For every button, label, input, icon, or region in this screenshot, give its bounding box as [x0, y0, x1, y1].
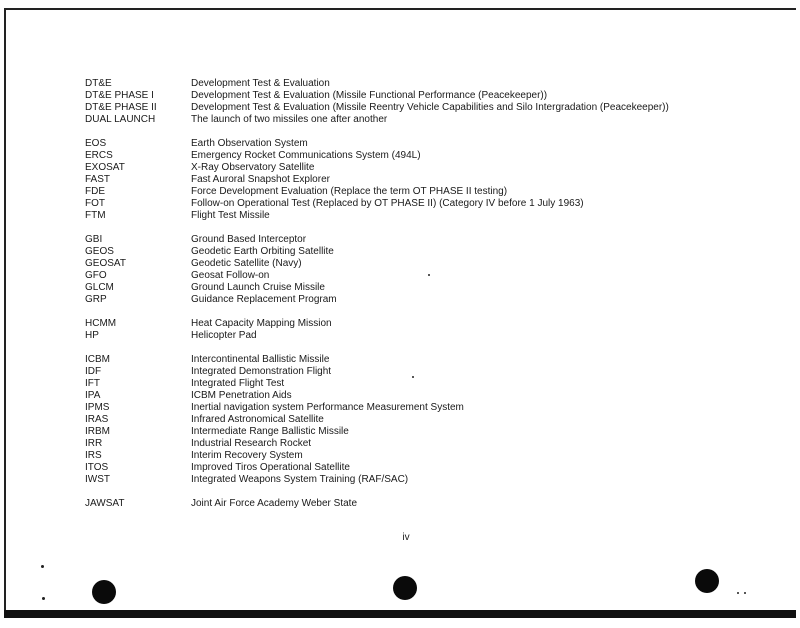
acronym-definition: Joint Air Force Academy Weber State — [191, 498, 358, 509]
acronym-definition: Development Test & Evaluation — [191, 78, 330, 89]
acronym-term: IWST — [85, 474, 110, 485]
acronym-term: EOS — [85, 138, 107, 149]
acronym-term: IRBM — [85, 426, 110, 437]
glossary-row — [85, 198, 785, 210]
acronym-definition: Geodetic Earth Orbiting Satellite — [191, 246, 334, 257]
glossary-row — [85, 270, 785, 282]
glossary-row — [85, 438, 785, 450]
acronym-term: ERCS — [85, 150, 113, 161]
acronym-term: IDF — [85, 366, 102, 377]
acronym-definition: Geosat Follow-on — [191, 270, 270, 281]
glossary-group — [85, 318, 785, 342]
acronym-term: IRAS — [85, 414, 109, 425]
acronym-glossary — [85, 78, 785, 522]
acronym-term: GRP — [85, 294, 107, 305]
acronym-term: DUAL LAUNCH — [85, 114, 156, 125]
glossary-row — [85, 282, 785, 294]
glossary-group — [85, 234, 785, 306]
glossary-row — [85, 234, 785, 246]
acronym-definition: Development Test & Evaluation (Missile Functional Performance (Peacekeeper)) — [191, 90, 548, 101]
glossary-row — [85, 90, 785, 102]
glossary-row — [85, 414, 785, 426]
glossary-row — [85, 402, 785, 414]
acronym-definition: Infrared Astronomical Satellite — [191, 414, 324, 425]
glossary-row — [85, 354, 785, 366]
acronym-definition: Ground Launch Cruise Missile — [191, 282, 325, 293]
acronym-term: GEOSAT — [85, 258, 126, 269]
glossary-group — [85, 78, 785, 126]
acronym-definition: Interim Recovery System — [191, 450, 303, 461]
acronym-term: FAST — [85, 174, 111, 185]
acronym-term: IPA — [85, 390, 101, 401]
acronym-term: IFT — [85, 378, 100, 389]
acronym-term: FDE — [85, 186, 105, 197]
glossary-row — [85, 102, 785, 114]
glossary-row — [85, 78, 785, 90]
page-bottom-edge — [4, 610, 796, 618]
acronym-term: ITOS — [85, 462, 109, 473]
glossary-row — [85, 162, 785, 174]
glossary-row — [85, 114, 785, 126]
glossary-row — [85, 366, 785, 378]
acronym-definition: Integrated Weapons System Training (RAF/SAC) — [191, 474, 409, 485]
acronym-definition: ICBM Penetration Aids — [191, 390, 292, 401]
acronym-term: DT&E — [85, 78, 112, 89]
scan-speck — [428, 274, 430, 276]
acronym-term: IPMS — [85, 402, 110, 413]
acronym-definition: Heat Capacity Mapping Mission — [191, 318, 332, 329]
glossary-row — [85, 474, 785, 486]
glossary-row — [85, 378, 785, 390]
acronym-term: FOT — [85, 198, 105, 209]
acronym-definition: The launch of two missiles one after another — [191, 114, 388, 125]
acronym-term: GBI — [85, 234, 103, 245]
page-number: iv — [402, 532, 410, 543]
glossary-row — [85, 246, 785, 258]
acronym-term: IRR — [85, 438, 103, 449]
acronym-definition: Development Test & Evaluation (Missile Reentry Vehicle Capabilities and Silo Intergradation (Peacekeeper)) — [191, 102, 669, 113]
scan-speck — [737, 592, 739, 594]
glossary-row — [85, 150, 785, 162]
glossary-row — [85, 318, 785, 330]
acronym-definition: Industrial Research Rocket — [191, 438, 312, 449]
acronym-term: GEOS — [85, 246, 114, 257]
acronym-term: EXOSAT — [85, 162, 125, 173]
punch-hole-left — [92, 580, 116, 604]
glossary-row — [85, 390, 785, 402]
scan-speck — [42, 597, 45, 600]
glossary-row — [85, 330, 785, 342]
glossary-row — [85, 294, 785, 306]
acronym-definition: Guidance Replacement Program — [191, 294, 337, 305]
glossary-row — [85, 462, 785, 474]
acronym-term: DT&E PHASE I — [85, 90, 154, 101]
glossary-group — [85, 498, 785, 510]
acronym-definition: Fast Auroral Snapshot Explorer — [191, 174, 330, 185]
acronym-definition: Geodetic Satellite (Navy) — [191, 258, 302, 269]
acronym-term: HCMM — [85, 318, 117, 329]
acronym-definition: Integrated Demonstration Flight — [191, 366, 332, 377]
acronym-definition: Intermediate Range Ballistic Missile — [191, 426, 349, 437]
acronym-term: GFO — [85, 270, 107, 281]
glossary-row — [85, 138, 785, 150]
punch-hole-right — [695, 569, 719, 593]
acronym-term: IRS — [85, 450, 102, 461]
acronym-definition: X-Ray Observatory Satellite — [191, 162, 315, 173]
scan-speck — [744, 592, 746, 594]
acronym-definition: Inertial navigation system Performance Measurement System — [191, 402, 464, 413]
acronym-definition: Integrated Flight Test — [191, 378, 285, 389]
glossary-row — [85, 426, 785, 438]
glossary-row — [85, 450, 785, 462]
acronym-definition: Follow-on Operational Test (Replaced by OT PHASE II) (Category IV before 1 July 1963) — [191, 198, 584, 209]
acronym-definition: Force Development Evaluation (Replace the term OT PHASE II testing) — [191, 186, 508, 197]
scan-speck — [412, 376, 414, 378]
glossary-group — [85, 138, 785, 222]
glossary-row — [85, 498, 785, 510]
glossary-row — [85, 186, 785, 198]
scan-speck — [41, 565, 44, 568]
acronym-term: JAWSAT — [85, 498, 125, 509]
acronym-definition: Emergency Rocket Communications System (494L) — [191, 150, 421, 161]
acronym-term: FTM — [85, 210, 106, 221]
glossary-row — [85, 210, 785, 222]
acronym-term: ICBM — [85, 354, 110, 365]
acronym-definition: Helicopter Pad — [191, 330, 257, 341]
acronym-definition: Flight Test Missile — [191, 210, 270, 221]
glossary-row — [85, 174, 785, 186]
punch-hole-center — [393, 576, 417, 600]
glossary-group — [85, 354, 785, 486]
acronym-term: HP — [85, 330, 99, 341]
acronym-term: GLCM — [85, 282, 114, 293]
acronym-definition: Improved Tiros Operational Satellite — [191, 462, 350, 473]
acronym-definition: Intercontinental Ballistic Missile — [191, 354, 330, 365]
acronym-term: DT&E PHASE II — [85, 102, 157, 113]
acronym-definition: Ground Based Interceptor — [191, 234, 307, 245]
glossary-row — [85, 258, 785, 270]
acronym-definition: Earth Observation System — [191, 138, 308, 149]
